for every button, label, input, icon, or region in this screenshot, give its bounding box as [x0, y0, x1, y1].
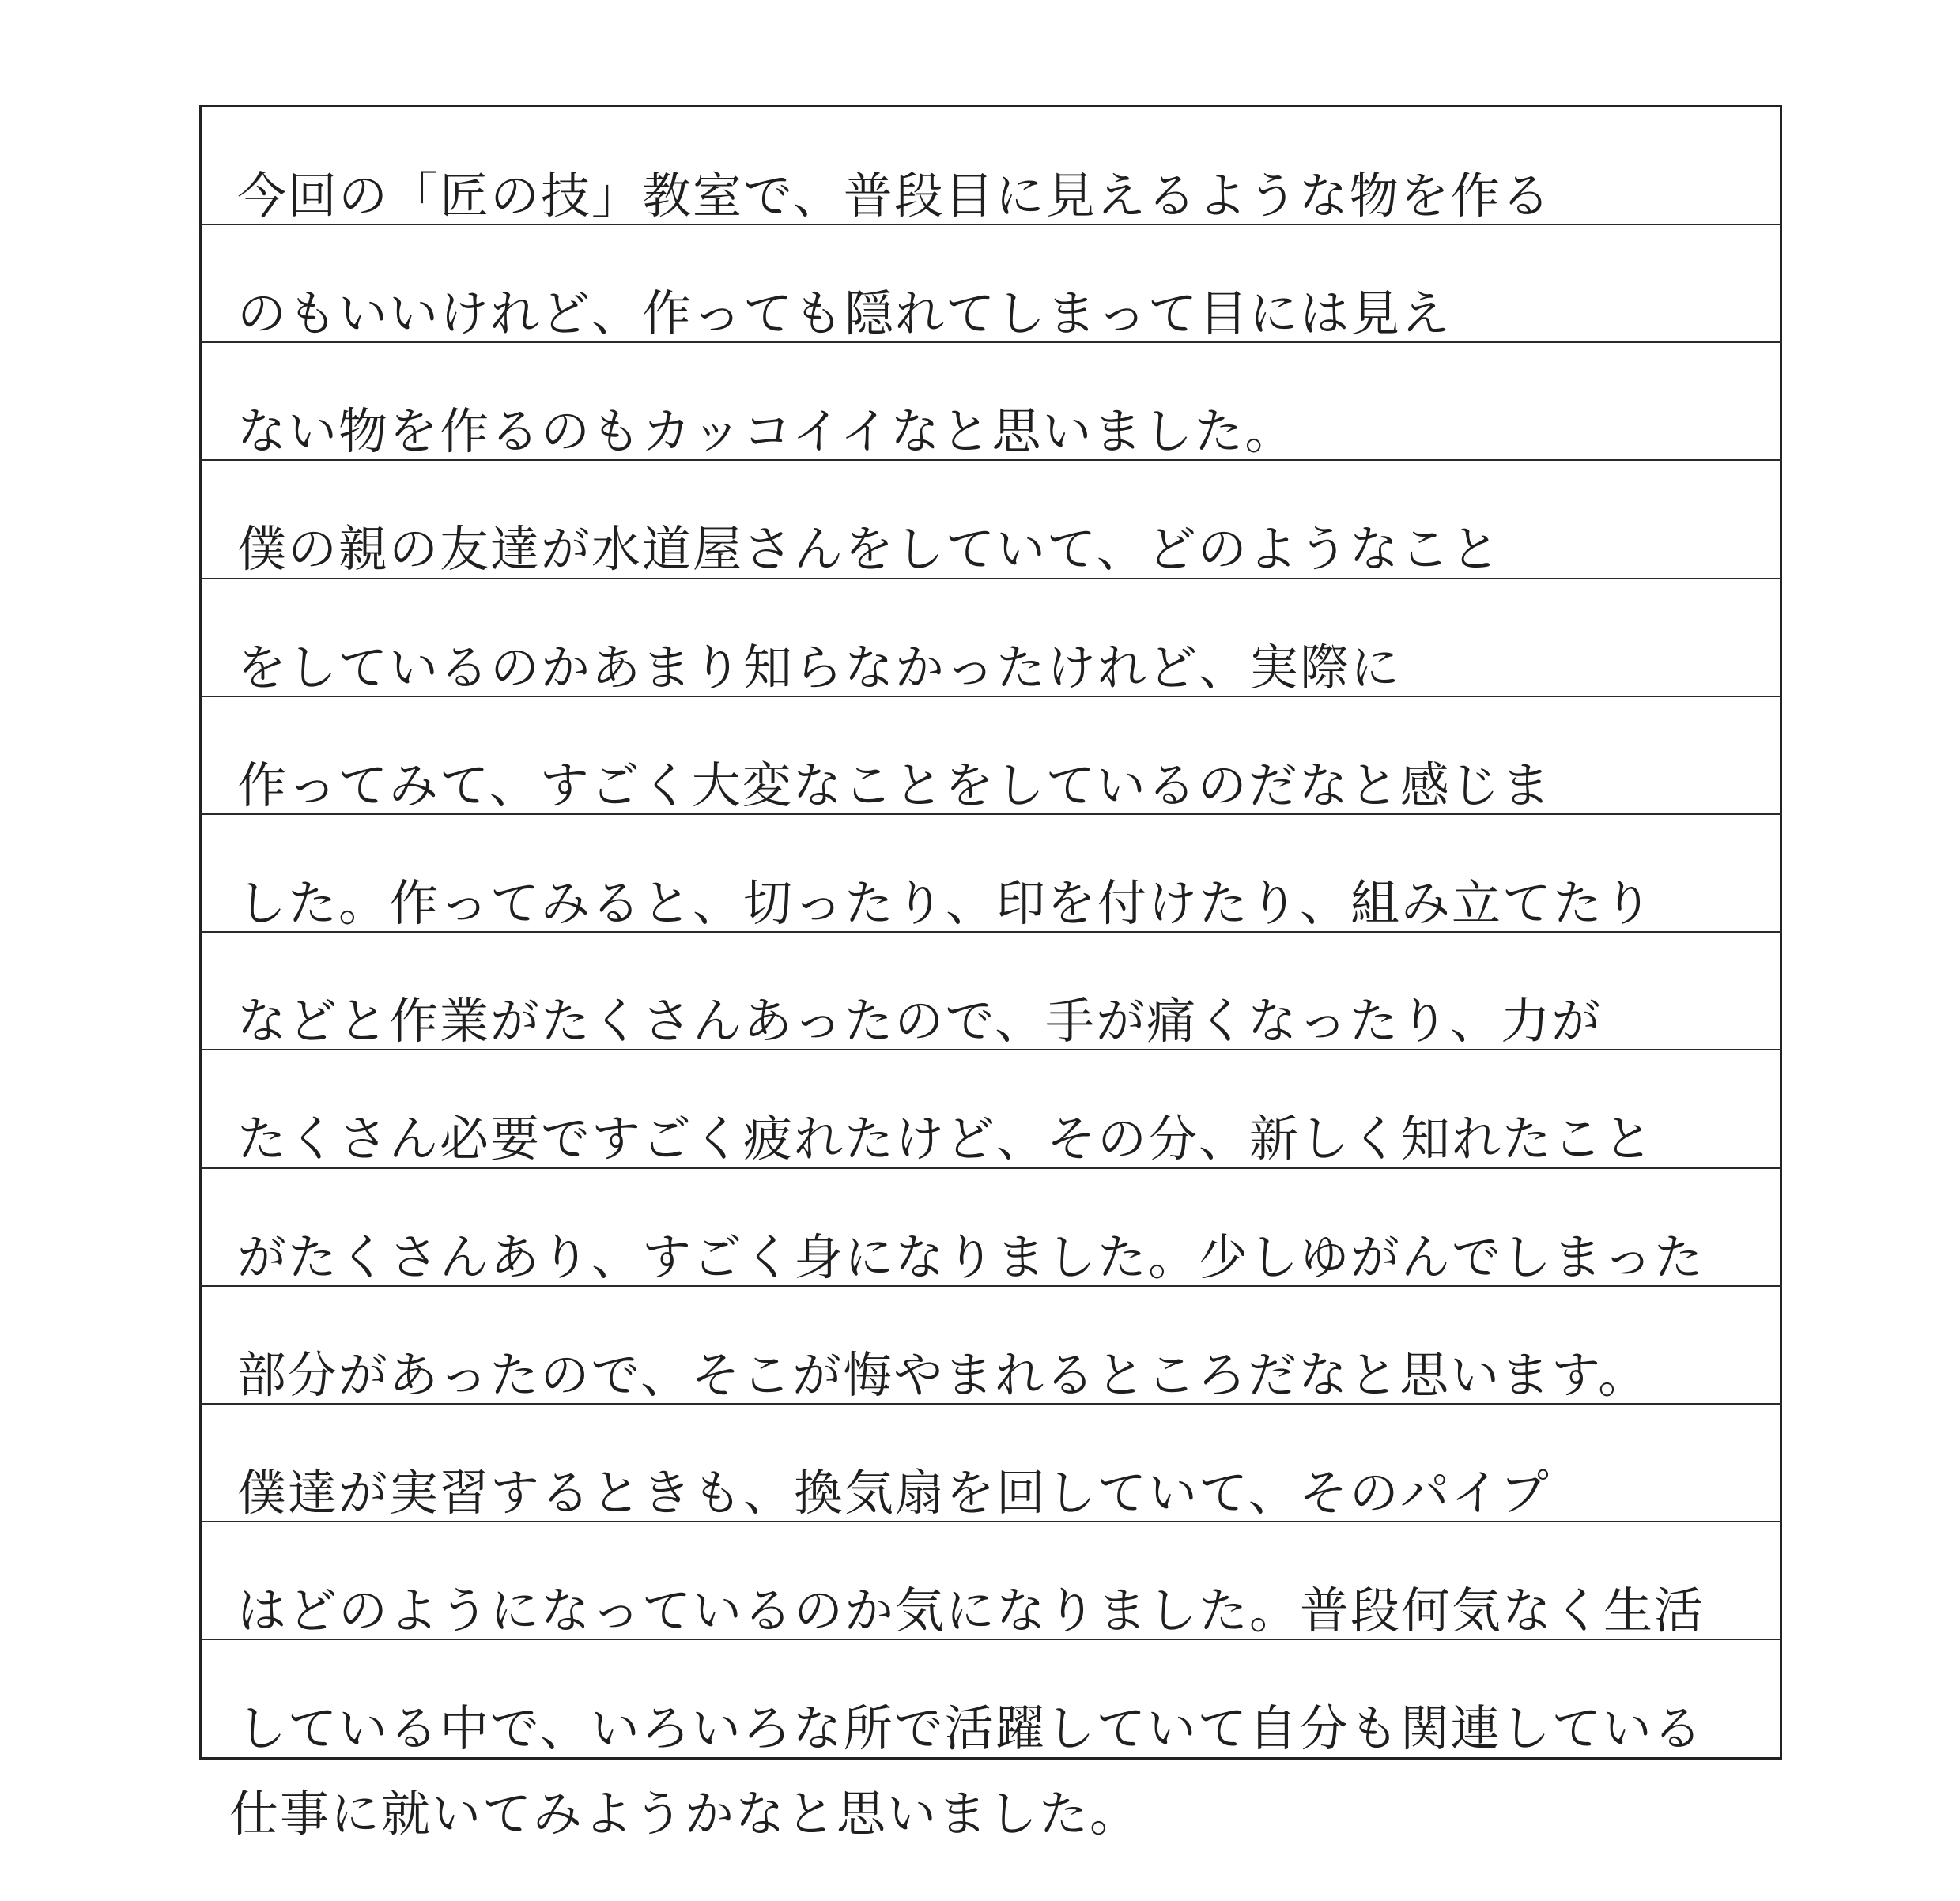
handwritten-line: たくさん必要ですごく疲れたけど、その分、新しく知れたこと: [237, 1110, 1655, 1167]
handwritten-line: などと作業がたくさんあったので、手が痛くなったり、力が: [237, 992, 1603, 1050]
handwritten-line: 今回の「匠の技」教室で、普段目に見えるような物を作る: [237, 167, 1552, 224]
handwritten-line: している中で、いろいろな所で活躍していて自分も関連している: [237, 1699, 1704, 1757]
handwritten-line: 仕事に就いてみようかなと思いました。: [229, 1785, 1141, 1843]
handwritten-line: をしているのかあまり知らなかったけれど、実際に: [237, 639, 1402, 696]
handwritten-line: のもいいけれど、作っても隠れてしまって目には見え: [237, 285, 1452, 342]
handwritten-line: 僕達が実習するときも、換気扇を回していて、そのパイプ: [237, 1464, 1550, 1522]
handwritten-line: 僕の親の友達が水道屋さんをしていて、どのようなこと: [237, 520, 1501, 578]
handwritten-line: 部分があったので、そこが悔やまれるところだなと思います。: [237, 1346, 1649, 1404]
handwritten-line: 作ってみて、すごく大変なことをしているのだなと感じま: [237, 756, 1552, 814]
handwritten-line: がたくさんあり、すごく身になりました。少しゆがんでしまった: [237, 1228, 1705, 1286]
handwritten-line: はどのようになっているのか気になりました。普段何気なく生活: [237, 1582, 1705, 1639]
handwritten-line: した。作ってみると、切ったり、印を付けたり、組み立てたり: [237, 874, 1655, 932]
handwritten-line: ない物を作るのもカッコイイなと思いました。: [237, 402, 1296, 460]
